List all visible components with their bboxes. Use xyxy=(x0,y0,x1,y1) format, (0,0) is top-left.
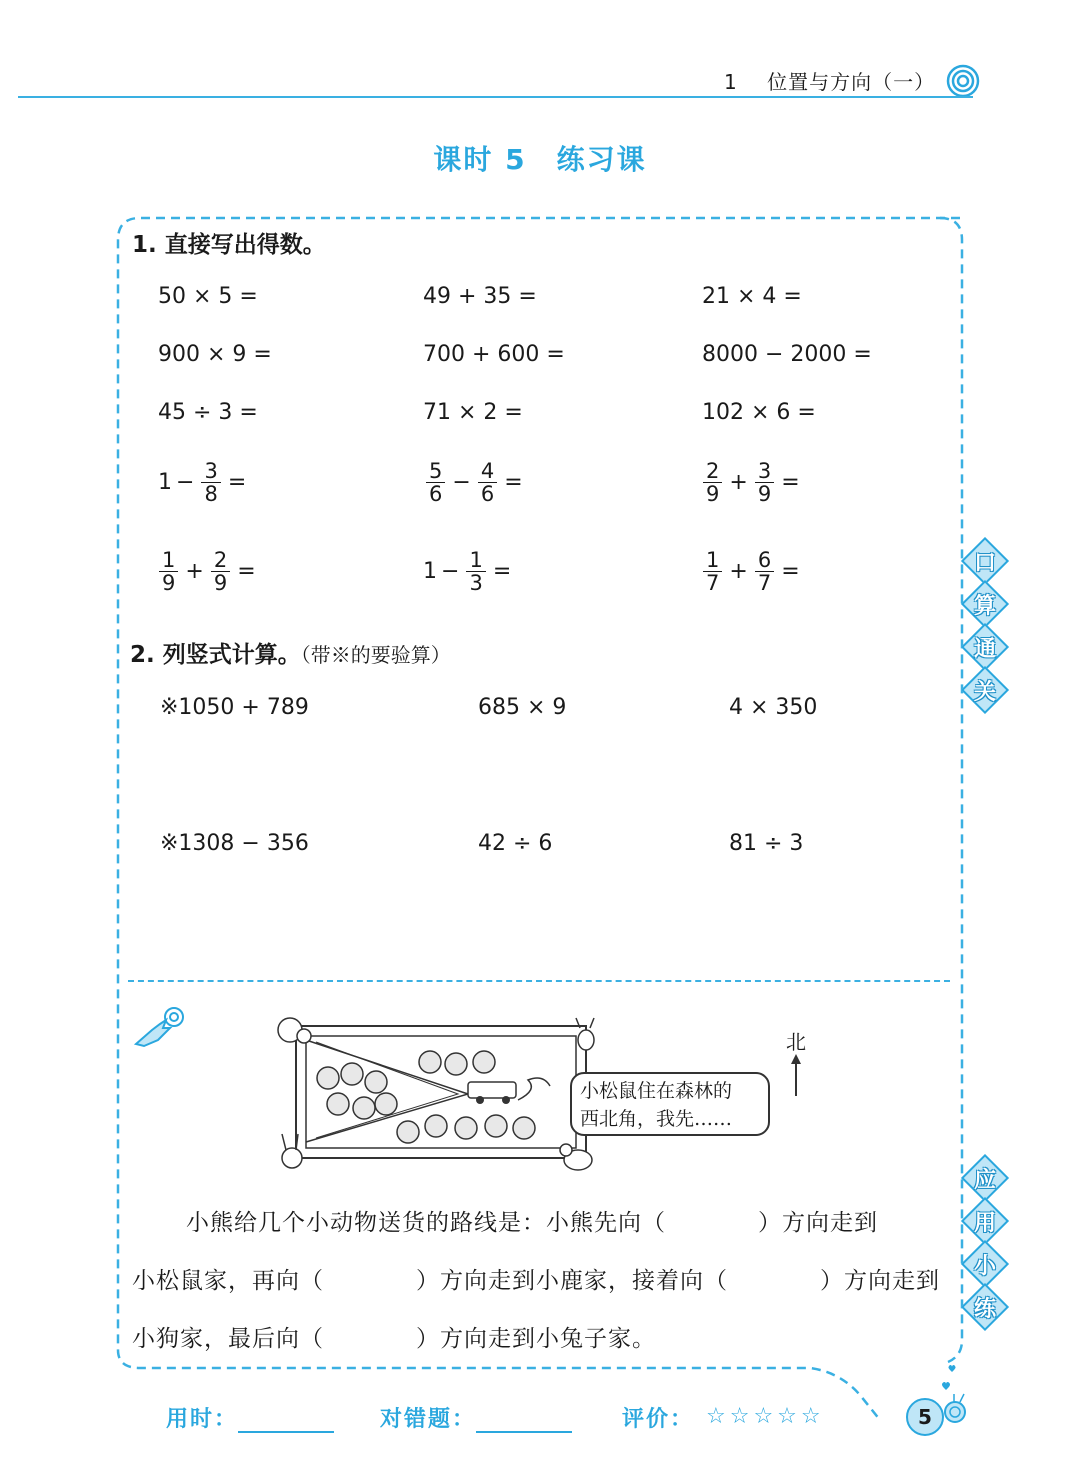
north-arrow-icon xyxy=(789,1054,803,1096)
fraction: $\frac{6}{7}$ xyxy=(755,549,774,594)
forest-map xyxy=(268,1012,618,1178)
story-line: 小熊给几个小动物送货的路线是：小熊先向（ ）方向走到 xyxy=(186,1210,878,1236)
wrong-field: 对错题： xyxy=(380,1402,572,1433)
lesson-title: 课时 5 练习课 xyxy=(433,143,647,176)
side-tab-apply: 用 xyxy=(965,1201,1005,1241)
q2-expr: 685 × 9 xyxy=(478,695,567,720)
side-tab-oral: 算 xyxy=(965,584,1005,624)
fraction: $\frac{1}{7}$ xyxy=(703,549,722,594)
fraction: $\frac{2}{9}$ xyxy=(703,460,722,505)
story-line: 小狗家，最后向（ ）方向走到小兔子家。 xyxy=(132,1326,656,1352)
q2-note: （带※的要验算） xyxy=(300,643,451,667)
deer-icon xyxy=(576,1018,594,1050)
time-field: 用时： xyxy=(166,1402,334,1433)
section-divider xyxy=(128,980,950,982)
wrong-blank[interactable] xyxy=(476,1409,572,1433)
fraction: $\frac{1}{3}$ xyxy=(466,549,485,594)
fraction: $\frac{5}{6}$ xyxy=(426,460,445,505)
q1-fraction-expr: 1 − $\frac{3}{8}$ = xyxy=(158,459,247,507)
time-blank[interactable] xyxy=(238,1409,334,1433)
fraction: $\frac{3}{9}$ xyxy=(755,460,774,505)
north-label: 北 xyxy=(786,1030,806,1054)
q1-expr: 50 × 5 = xyxy=(158,284,258,309)
side-tab-oral: 通 xyxy=(965,627,1005,667)
side-tab-oral: 关 xyxy=(965,670,1005,710)
q1-expr: 900 × 9 = xyxy=(158,342,272,367)
fraction: $\frac{2}{9}$ xyxy=(211,549,230,594)
page-number: 5 xyxy=(906,1398,944,1436)
q1-expr: 49 + 35 = xyxy=(423,284,537,309)
bubble-line: 西北角，我先…… xyxy=(580,1108,733,1130)
chapter-title: 位置与方向（一） xyxy=(767,70,936,94)
rabbit-icon xyxy=(282,1134,302,1168)
fraction: $\frac{4}{6}$ xyxy=(478,460,497,505)
speech-bubble xyxy=(570,1072,770,1136)
q1-fraction-expr: $\frac{1}{7}$ + $\frac{6}{7}$ = xyxy=(700,549,804,594)
rating-label: 评价： xyxy=(622,1407,695,1432)
q1-expr: 21 × 4 = xyxy=(702,284,802,309)
truck-icon xyxy=(468,1082,516,1104)
q2-expr: ※1050 + 789 xyxy=(160,695,309,720)
rating-stars[interactable]: ☆☆☆☆☆ xyxy=(706,1404,825,1429)
q2-title: 2. 列竖式计算。（带※的要验算） xyxy=(130,642,451,668)
squirrel-icon xyxy=(278,1018,311,1043)
pointing-hand-icon xyxy=(130,1004,186,1052)
side-tab-apply: 小 xyxy=(965,1244,1005,1284)
q1-fraction-expr: 1 − $\frac{1}{3}$ = xyxy=(423,548,512,596)
side-tab-apply: 应 xyxy=(965,1158,1005,1198)
q1-expr: 45 ÷ 3 = xyxy=(158,400,258,425)
bubble-line: 小松鼠住在森林的 xyxy=(580,1080,733,1102)
q1-expr: 700 + 600 = xyxy=(423,342,565,367)
snail-icon xyxy=(940,1392,970,1432)
q1-expr: 71 × 2 = xyxy=(423,400,523,425)
story-line: 小松鼠家，再向（ ）方向走到小鹿家，接着向（ ）方向走到 xyxy=(132,1268,940,1294)
q2-expr: 4 × 350 xyxy=(729,695,818,720)
side-tab-apply: 练 xyxy=(965,1287,1005,1327)
q2-expr: ※1308 − 356 xyxy=(160,831,309,856)
q1-fraction-expr: $\frac{1}{9}$ + $\frac{2}{9}$ = xyxy=(156,549,260,594)
q2-expr: 81 ÷ 3 xyxy=(729,831,804,856)
fraction: $\frac{1}{9}$ xyxy=(159,549,178,594)
chapter-number: 1 xyxy=(724,70,738,94)
q1-expr: 102 × 6 = xyxy=(702,400,816,425)
q1-title: 1. 直接写出得数。 xyxy=(132,232,326,258)
q1-fraction-expr: $\frac{2}{9}$ + $\frac{3}{9}$ = xyxy=(700,460,804,505)
side-tab-oral: 口 xyxy=(965,541,1005,581)
q2-expr: 42 ÷ 6 xyxy=(478,831,553,856)
fraction: $\frac{3}{8}$ xyxy=(201,460,220,505)
q1-expr: 8000 − 2000 = xyxy=(702,342,872,367)
q1-fraction-expr: $\frac{5}{6}$ − $\frac{4}{6}$ = xyxy=(423,460,527,505)
